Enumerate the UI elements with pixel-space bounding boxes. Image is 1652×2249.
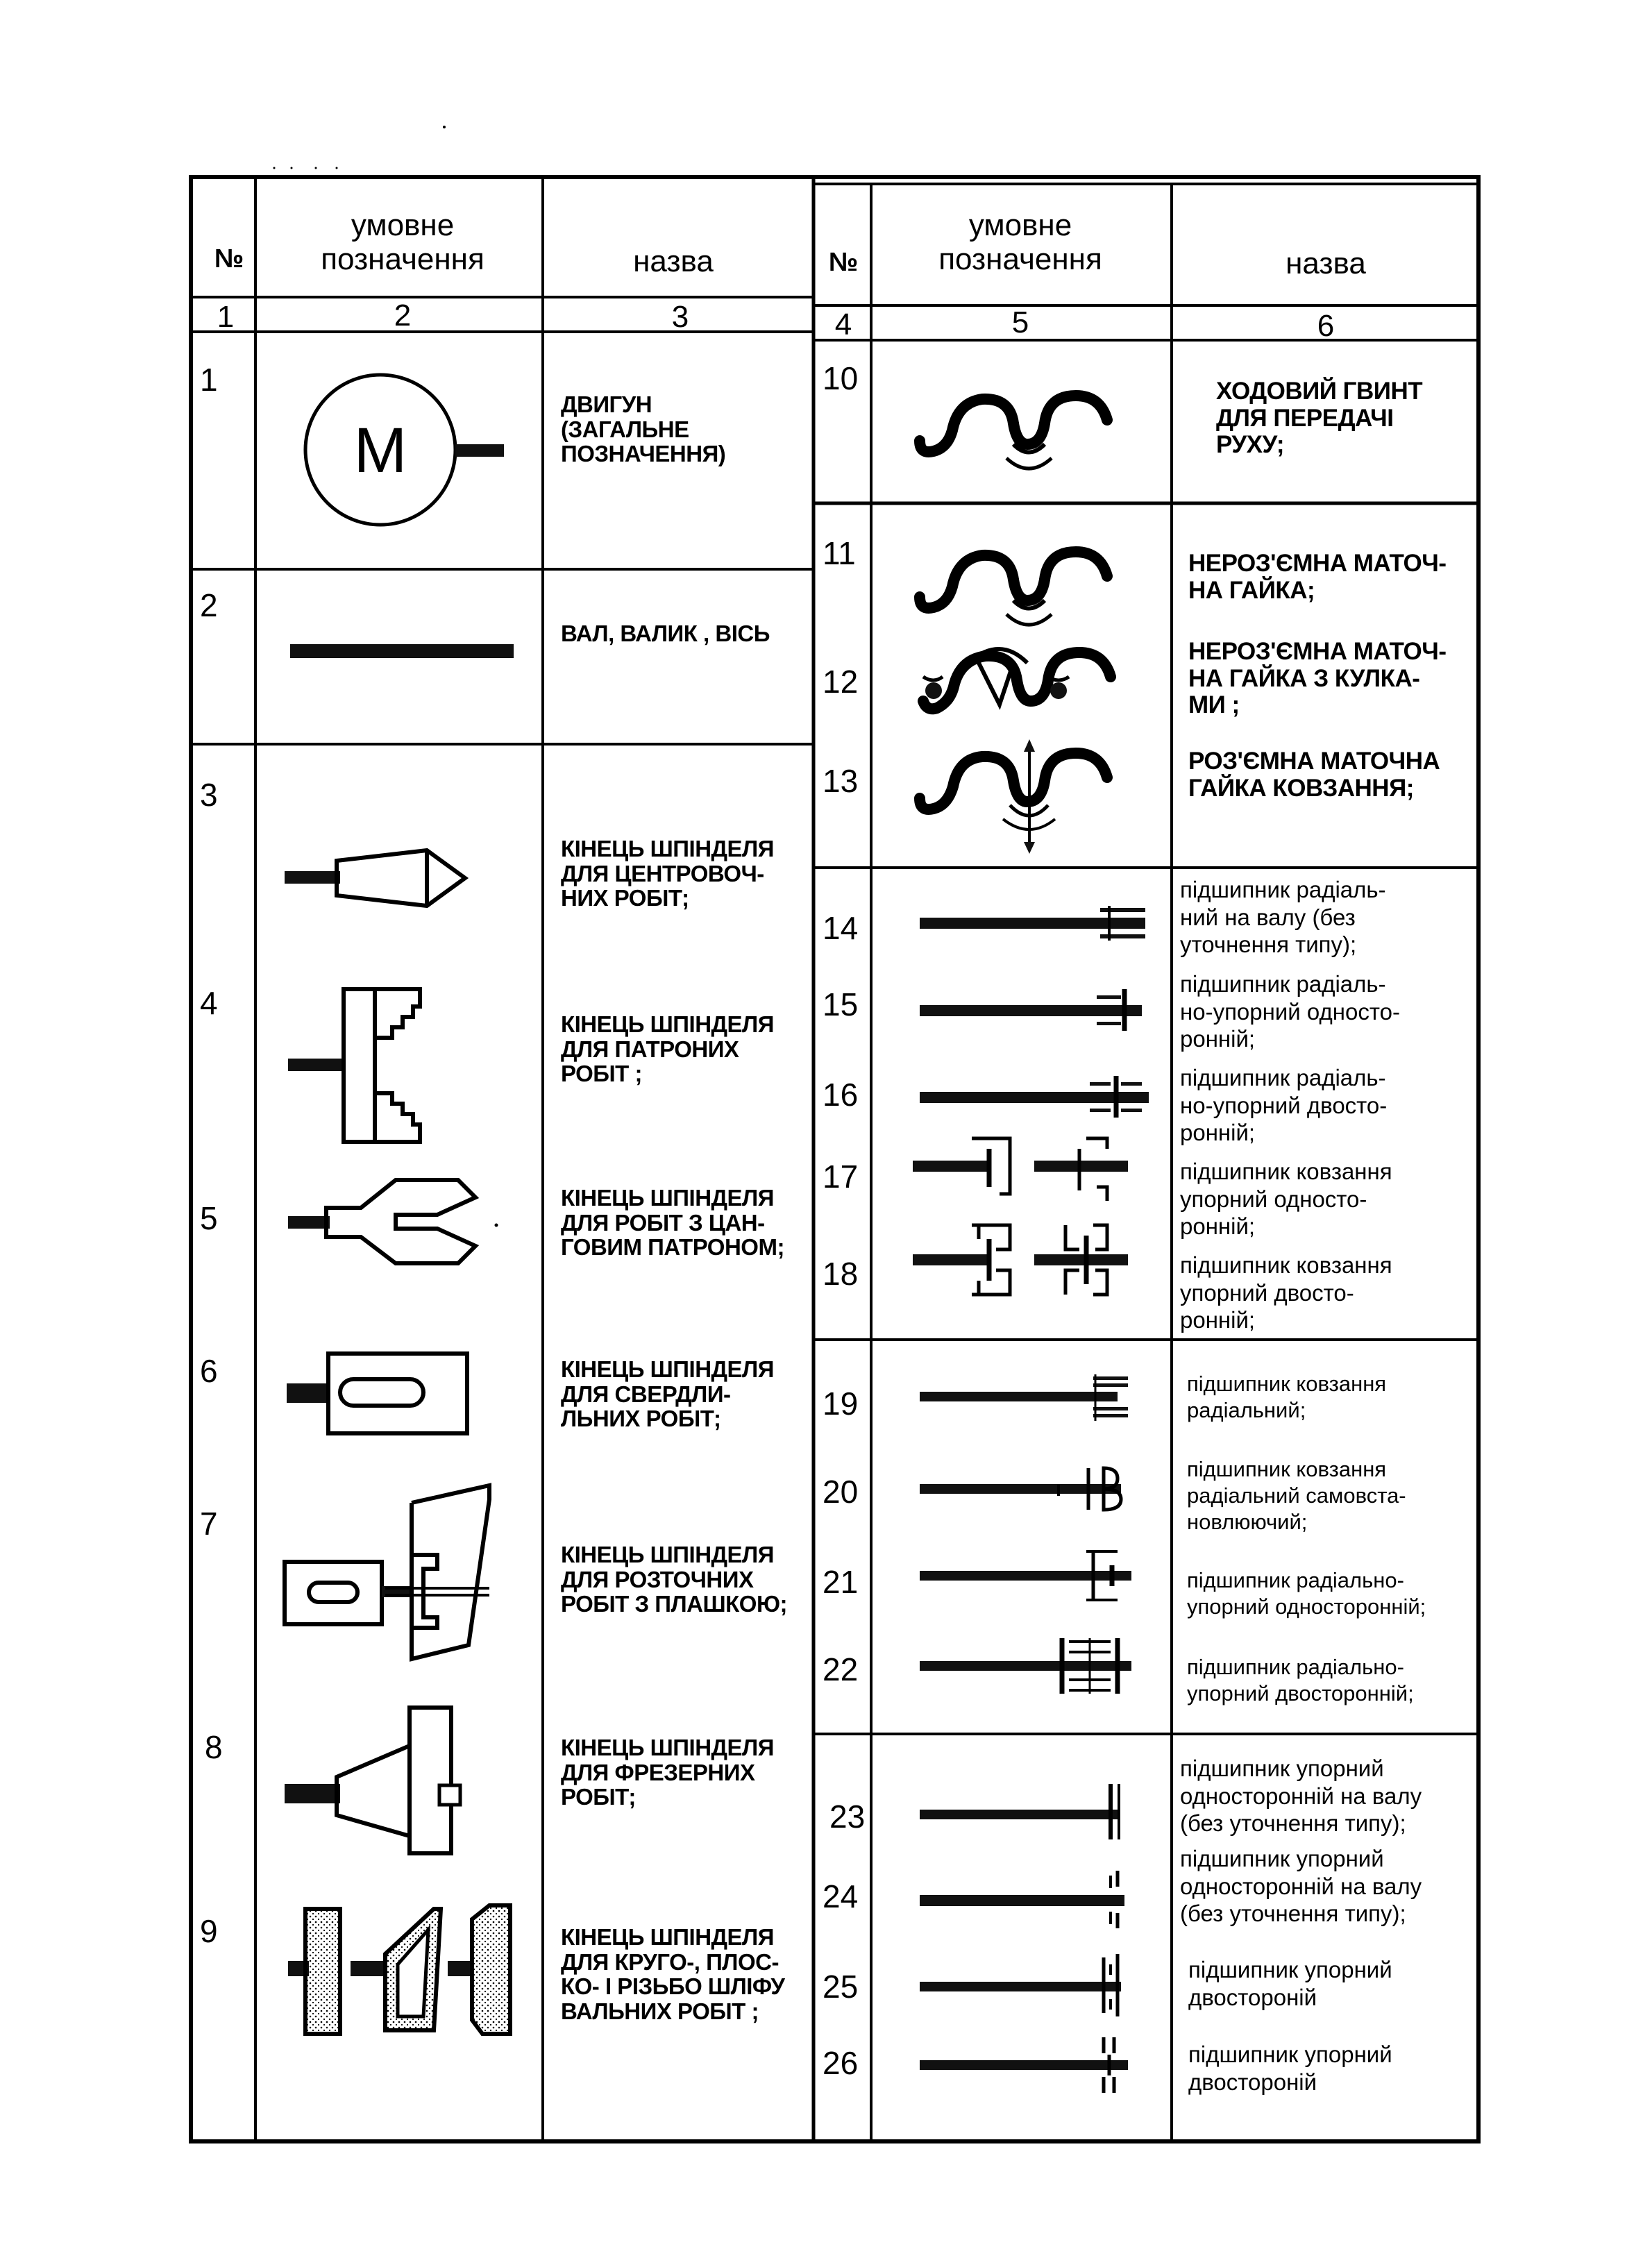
self-aligning-sliding-bearing-icon: [916, 1458, 1152, 1520]
row-name-1: ДВИГУН (ЗАГАЛЬНЕ ПОЗНАЧЕННЯ): [561, 391, 726, 467]
row-number-19: 19: [823, 1385, 859, 1422]
header-name-right: назва: [1286, 246, 1366, 280]
row-number-7: 7: [200, 1506, 218, 1542]
thrust-double-bearing-alt-icon: [916, 2034, 1152, 2096]
row-name-20: підшипник ковзання радіальний самовста- новлюючий;: [1187, 1457, 1406, 1534]
row-number-24: 24: [823, 1878, 859, 1914]
boring-spindle-icon: [281, 1479, 510, 1673]
radial-thrust-double-bearing-icon: [916, 1072, 1152, 1121]
rolling-radial-thrust-single-icon: [916, 1544, 1152, 1607]
row-number-22: 22: [823, 1651, 859, 1687]
row-number-1: 1: [200, 362, 218, 398]
sliding-thrust-single-bearing-icon: [909, 1124, 1145, 1208]
row-number-9: 9: [200, 1913, 218, 1949]
row-number-2: 2: [200, 587, 218, 623]
radial-bearing-icon: [916, 902, 1152, 944]
row-number-6: 6: [200, 1353, 218, 1389]
row-name-3: КІНЕЦЬ ШПІНДЕЛЯ ДЛЯ ЦЕНТРОВОЧ- НИХ РОБІТ;: [561, 836, 774, 911]
header-no-right: №: [828, 248, 859, 277]
rolling-radial-thrust-double-icon: [916, 1628, 1152, 1704]
row-number-20: 20: [823, 1474, 859, 1510]
shaft-icon: [285, 637, 521, 665]
sliding-thrust-double-bearing-icon: [909, 1211, 1145, 1308]
row-name-19: підшипник ковзання радіальний;: [1187, 1372, 1387, 1422]
row-name-23: підшипник упорний односторонній на валу (без уточнення типу);: [1180, 1755, 1422, 1837]
row-number-13: 13: [823, 763, 859, 799]
solid-nut-icon: [909, 534, 1131, 639]
row-name-7: КІНЕЦЬ ШПІНДЕЛЯ ДЛЯ РОЗТОЧНИХ РОБІТ З ПЛАШКОЮ;: [561, 1542, 787, 1617]
motor-icon: [292, 361, 521, 541]
centering-spindle-icon: [281, 840, 482, 916]
row-number-4: 4: [200, 985, 218, 1021]
header-symbol-right: умовне позначення: [938, 208, 1102, 277]
row-name-8: КІНЕЦЬ ШПІНДЕЛЯ ДЛЯ ФРЕЗЕРНИХ РОБІТ;: [561, 1735, 774, 1810]
row-name-25: підшипник упорний двостороній: [1188, 1957, 1392, 2010]
row-number-5: 5: [200, 1200, 218, 1236]
row-name-5: КІНЕЦЬ ШПІНДЕЛЯ ДЛЯ РОБІТ З ЦАН- ГОВИМ ПАТРОНОМ;: [561, 1185, 784, 1261]
thrust-single-bearing-alt-icon: [916, 1867, 1152, 1930]
row-name-10: ХОДОВИЙ ГВИНТ ДЛЯ ПЕРЕДАЧІ РУХУ;: [1216, 378, 1423, 458]
col-number-3: 3: [671, 300, 689, 334]
row-name-11: НЕРОЗ'ЄМНА МАТОЧ- НА ГАЙКА;: [1188, 550, 1447, 604]
row-number-12: 12: [823, 664, 859, 700]
row-name-6: КІНЕЦЬ ШПІНДЕЛЯ ДЛЯ СВЕРДЛИ- ЛЬНИХ РОБІТ;: [561, 1356, 774, 1432]
row-name-13: РОЗ'ЄМНА МАТОЧНА ГАЙКА КОВЗАННЯ;: [1188, 748, 1440, 802]
grinding-spindle-icon: [281, 1898, 545, 2037]
row-name-2: ВАЛ, ВАЛИК , ВІСЬ: [561, 621, 770, 646]
row-number-23: 23: [829, 1799, 866, 1835]
row-name-22: підшипник радіально- упорний двосторонній;: [1187, 1655, 1414, 1705]
row-name-14: підшипник радіаль- ний на валу (без уточнення типу);: [1180, 877, 1386, 958]
thrust-double-bearing-icon: [916, 1951, 1152, 2020]
thrust-single-bearing-icon: [916, 1780, 1152, 1843]
row-number-15: 15: [823, 986, 859, 1022]
radial-thrust-single-bearing-icon: [916, 986, 1152, 1034]
row-number-18: 18: [823, 1256, 859, 1292]
row-name-26: підшипник упорний двостороній: [1188, 2041, 1392, 2095]
row-name-12: НЕРОЗ'ЄМНА МАТОЧ- НА ГАЙКА З КУЛКА- МИ ;: [1188, 638, 1447, 718]
row-number-21: 21: [823, 1564, 859, 1600]
motor-letter: M: [353, 415, 407, 486]
row-number-3: 3: [200, 777, 218, 813]
row-name-18: підшипник ковзання упорний двосто- ронній;: [1180, 1252, 1392, 1333]
header-symbol-left: умовне позначення: [321, 208, 484, 277]
row-number-8: 8: [205, 1729, 223, 1765]
col-number-4: 4: [834, 308, 852, 342]
lead-screw-icon: [909, 378, 1131, 482]
row-number-26: 26: [823, 2045, 859, 2081]
row-name-24: підшипник упорний односторонній на валу (без уточнення типу);: [1180, 1846, 1422, 1927]
ball-nut-icon: [909, 635, 1131, 732]
row-name-15: підшипник радіаль- но-упорний односто- ронній;: [1180, 971, 1400, 1052]
milling-spindle-icon: [281, 1701, 482, 1860]
col-number-2: 2: [394, 298, 412, 332]
row-name-16: підшипник радіаль- но-упорний двосто- ронній;: [1180, 1065, 1388, 1146]
collet-spindle-icon: [285, 1173, 486, 1270]
header-no-left: №: [214, 244, 244, 273]
row-number-11: 11: [823, 535, 856, 571]
col-number-5: 5: [1011, 305, 1029, 339]
chuck-spindle-icon: [285, 975, 437, 1149]
sliding-radial-bearing-icon: [916, 1371, 1152, 1426]
row-name-4: КІНЕЦЬ ШПІНДЕЛЯ ДЛЯ ПАТРОНИХ РОБІТ ;: [561, 1011, 774, 1087]
row-name-9: КІНЕЦЬ ШПІНДЕЛЯ ДЛЯ КРУГО-, ПЛОС- КО- І РІЗЬБО ШЛІФУ ВАЛЬНИХ РОБІТ ;: [561, 1924, 785, 2024]
row-number-17: 17: [823, 1159, 859, 1195]
row-number-10: 10: [823, 360, 859, 396]
header-name-left: назва: [633, 244, 714, 278]
col-number-6: 6: [1317, 309, 1335, 343]
row-name-21: підшипник радіально- упорний односторонній;: [1187, 1568, 1426, 1619]
split-nut-icon: [906, 732, 1128, 857]
row-name-17: підшипник ковзання упорний односто- ронній;: [1180, 1159, 1392, 1240]
row-number-16: 16: [823, 1077, 859, 1113]
drilling-spindle-icon: [283, 1343, 478, 1440]
row-number-25: 25: [823, 1969, 859, 2005]
row-number-14: 14: [823, 910, 859, 946]
col-number-1: 1: [217, 300, 235, 334]
